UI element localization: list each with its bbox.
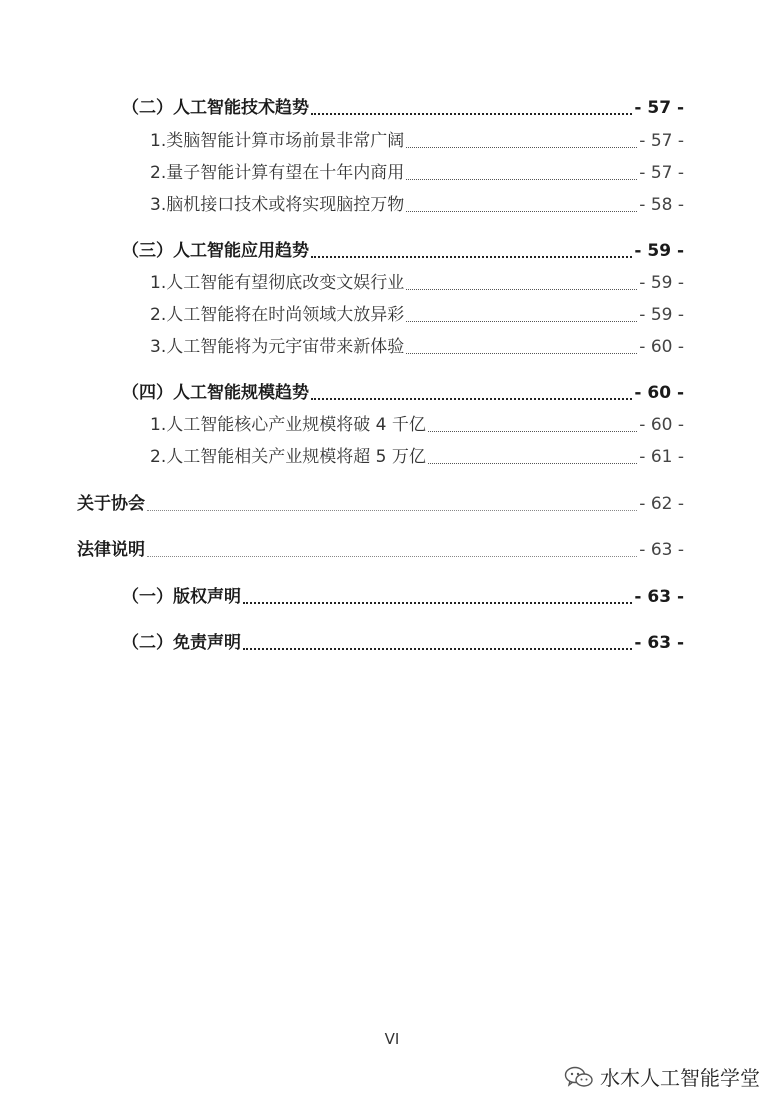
toc-entry-label: 3.脑机接口技术或将实现脑控万物 (150, 195, 405, 215)
toc-leader-dots (243, 630, 632, 656)
toc-entry-label: 关于协会 (77, 494, 145, 514)
toc-entry-page: - 62 - (639, 494, 684, 514)
toc-entry-label: 1.人工智能核心产业规模将破 4 千亿 (150, 415, 426, 435)
toc-entry-label: （二）人工智能技术趋势 (122, 98, 309, 118)
toc-leader-dots (406, 270, 637, 296)
toc-entry-label: 3.人工智能将为元宇宙带来新体验 (150, 337, 405, 357)
toc-entry[interactable] (150, 302, 684, 328)
toc-leader-dots (406, 192, 637, 218)
toc-leader-dots (147, 491, 637, 517)
toc-entry-label: 1.人工智能有望彻底改变文娱行业 (150, 273, 405, 293)
toc-entry-page: - 58 - (639, 195, 684, 215)
watermark (564, 1062, 760, 1091)
toc-entry-label: （一）版权声明 (122, 587, 241, 607)
toc-entry[interactable] (150, 270, 684, 296)
toc-entry-page: - 61 - (639, 447, 684, 467)
toc-entry-label: 2.量子智能计算有望在十年内商用 (150, 163, 405, 183)
toc-entry-label: 1.类脑智能计算市场前景非常广阔 (150, 131, 405, 151)
toc-leader-dots (406, 334, 637, 360)
toc-entry-label: （三）人工智能应用趋势 (122, 241, 309, 261)
toc-leader-dots (428, 444, 637, 470)
toc-leader-dots (243, 584, 632, 610)
toc-leader-dots (311, 238, 632, 264)
toc-entry[interactable] (122, 584, 684, 610)
toc-entry-page: - 59 - (634, 241, 684, 261)
toc-entry-page: - 63 - (639, 540, 684, 560)
toc-entry[interactable] (122, 238, 684, 264)
toc-entry[interactable] (150, 128, 684, 154)
toc-entry-label: （二）免责声明 (122, 633, 241, 653)
toc-entry-page: - 60 - (639, 337, 684, 357)
toc-entry-page: - 57 - (639, 131, 684, 151)
toc-entry-label: 2.人工智能将在时尚领域大放异彩 (150, 305, 405, 325)
toc-entry-page: - 59 - (639, 273, 684, 293)
toc-entry[interactable] (77, 491, 684, 517)
toc-entry[interactable] (150, 444, 684, 470)
toc-leader-dots (311, 380, 632, 406)
toc-leader-dots (147, 537, 637, 563)
toc-entry[interactable] (150, 160, 684, 186)
toc-entry-label: 法律说明 (77, 540, 145, 560)
wechat-icon (564, 1065, 594, 1089)
toc-entry[interactable] (150, 334, 684, 360)
toc-entry-page: - 63 - (634, 633, 684, 653)
toc-leader-dots (428, 412, 637, 438)
toc-entry-page: - 57 - (634, 98, 684, 118)
toc-entry[interactable] (150, 192, 684, 218)
toc-entry-page: - 57 - (639, 163, 684, 183)
toc-entry[interactable] (122, 630, 684, 656)
toc-leader-dots (406, 302, 637, 328)
toc-leader-dots (406, 128, 637, 154)
watermark-text: 水木人工智能学堂 (600, 1066, 760, 1090)
toc-entry-label: （四）人工智能规模趋势 (122, 383, 309, 403)
toc-entry-label: 2.人工智能相关产业规模将超 5 万亿 (150, 447, 426, 467)
toc-entry-page: - 63 - (634, 587, 684, 607)
toc-entry[interactable] (150, 412, 684, 438)
page-number: VI (384, 1030, 400, 1048)
toc-leader-dots (406, 160, 637, 186)
toc-entry-page: - 59 - (639, 305, 684, 325)
toc-entry[interactable] (122, 95, 684, 121)
toc-leader-dots (311, 95, 632, 121)
toc-entry-page: - 60 - (639, 415, 684, 435)
toc-entry-page: - 60 - (634, 383, 684, 403)
toc-entry[interactable] (77, 537, 684, 563)
toc-entry[interactable] (122, 380, 684, 406)
